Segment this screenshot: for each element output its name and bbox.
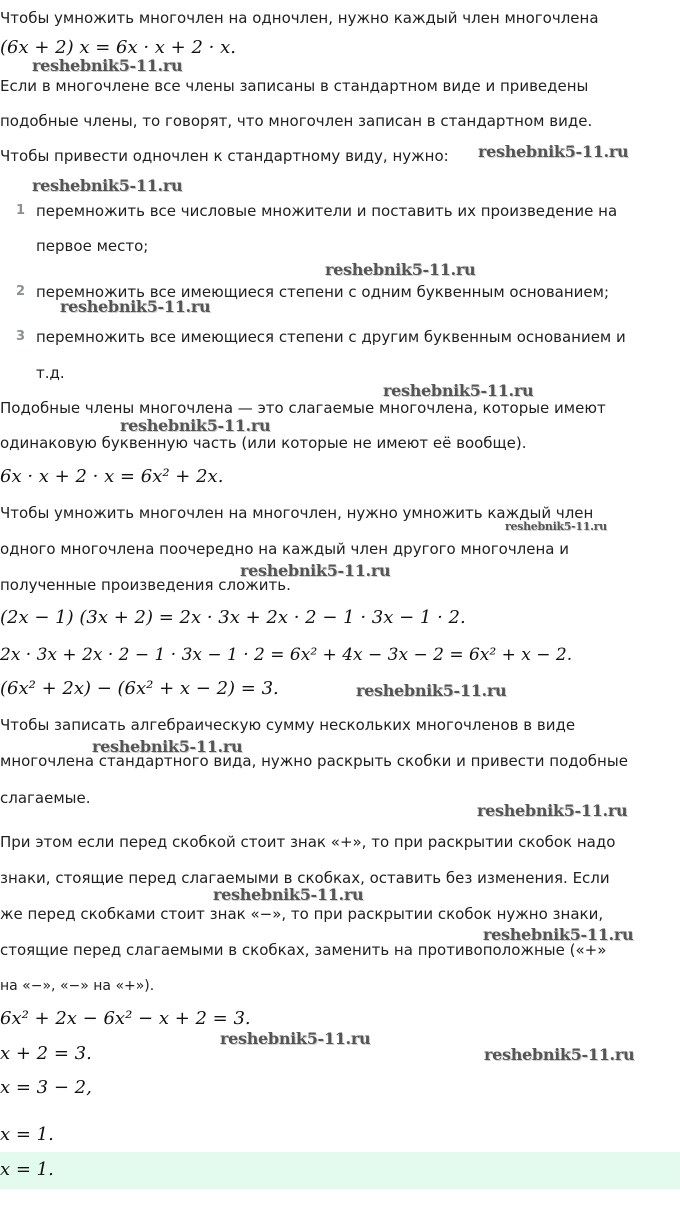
watermark: reshebnik5-11.ru (32, 56, 183, 75)
paragraph-brackets-line-3: же перед скобками стоит знак «−», то при раскрытии скобок нужно знаки, (0, 905, 604, 923)
watermark: reshebnik5-11.ru (356, 681, 507, 700)
paragraph-poly-mult-line-2: одного многочлена поочередно на каждый член другого многочлена и (0, 540, 570, 558)
watermark: reshebnik5-11.ru (478, 142, 629, 161)
paragraph-alg-sum-line-3: слагаемые. (0, 789, 91, 807)
formula-2: 6x · x + 2 · x = 6x² + 2x. (0, 466, 224, 487)
list-item-number: 3 (16, 329, 26, 344)
watermark: reshebnik5-11.ru (32, 176, 183, 195)
list-item-number: 2 (16, 284, 26, 299)
paragraph-poly-mult-line-3: полученные произведения сложить. (0, 576, 291, 594)
paragraph-brackets-line-2: знаки, стоящие перед слагаемыми в скобках, оставить без изменения. Если (0, 869, 610, 887)
paragraph-brackets-line-4: стоящие перед слагаемыми в скобках, заменить на противоположные («+» (0, 941, 607, 959)
formula-6: 6x² + 2x − 6x² − x + 2 = 3. (0, 1008, 251, 1029)
paragraph-standard-form-line-2: подобные члены, то говорят, что многочлен записан в стандартном виде. (0, 112, 593, 130)
list-item-text: перемножить все числовые множители и поставить их произведение на (36, 202, 618, 220)
paragraph-alg-sum-line-2: многочлена стандартного вида, нужно раскрыть скобки и привести подобные (0, 752, 628, 770)
formula-9: x = 1. (0, 1124, 54, 1145)
list-item-text-cont: т.д. (36, 364, 65, 382)
paragraph-alg-sum-line-1: Чтобы записать алгебраическую сумму нескольких многочленов в виде (0, 716, 576, 734)
formula-8: x = 3 − 2, (0, 1077, 92, 1098)
formula-1: (6x + 2) x = 6x · x + 2 · x. (0, 37, 236, 58)
watermark: reshebnik5-11.ru (240, 561, 391, 580)
watermark: reshebnik5-11.ru (92, 737, 243, 756)
watermark: reshebnik5-11.ru (325, 260, 476, 279)
paragraph-standard-form-line-1: Если в многочлене все члены записаны в стандартном виде и приведены (0, 77, 589, 95)
formula-3: (2x − 1) (3x + 2) = 2x · 3x + 2x · 2 − 1 · 3x − 1 · 2. (0, 607, 466, 628)
paragraph-brackets-line-1: При этом если перед скобкой стоит знак «+», то при раскрытии скобок надо (0, 833, 616, 851)
list-item-text-cont: первое место; (36, 237, 149, 255)
watermark: reshebnik5-11.ru (220, 1029, 371, 1048)
paragraph-monomial-standard: Чтобы привести одночлен к стандартному виду, нужно: (0, 147, 449, 165)
answer-box (0, 1152, 680, 1189)
watermark: reshebnik5-11.ru (213, 885, 364, 904)
list-item-text: перемножить все имеющиеся степени с другим буквенным основанием и (36, 328, 626, 346)
watermark: reshebnik5-11.ru (477, 801, 628, 820)
paragraph-brackets-line-5: на «−», «−» на «+»). (0, 978, 155, 994)
paragraph-poly-mult-line-1: Чтобы умножить многочлен на многочлен, нужно умножить каждый член (0, 504, 594, 522)
watermark: reshebnik5-11.ru (483, 925, 634, 944)
formula-5: (6x² + 2x) − (6x² + x − 2) = 3. (0, 678, 279, 699)
formula-4: 2x · 3x + 2x · 2 − 1 · 3x − 1 · 2 = 6x² + 4x − 3x − 2 = 6x² + x − 2. (0, 645, 573, 665)
paragraph-like-terms-line-2: одинаковую буквенную часть (или которые не имеют её вообще). (0, 434, 527, 452)
watermark: reshebnik5-11.ru (484, 1045, 635, 1064)
list-item-number: 1 (16, 203, 26, 218)
paragraph-rule-1: Чтобы умножить многочлен на одночлен, нужно каждый член многочлена (0, 9, 599, 27)
watermark: reshebnik5-11.ru (60, 297, 211, 316)
watermark: reshebnik5-11.ru (383, 381, 534, 400)
list-item-text: перемножить все имеющиеся степени с одним буквенным основанием; (36, 283, 610, 301)
watermark: reshebnik5-11.ru (120, 416, 271, 435)
paragraph-like-terms-line-1: Подобные члены многочлена — это слагаемые многочлена, которые имеют (0, 399, 606, 417)
answer-formula: x = 1. (0, 1159, 54, 1180)
watermark: reshebnik5-11.ru (505, 520, 607, 533)
formula-7: x + 2 = 3. (0, 1043, 92, 1064)
